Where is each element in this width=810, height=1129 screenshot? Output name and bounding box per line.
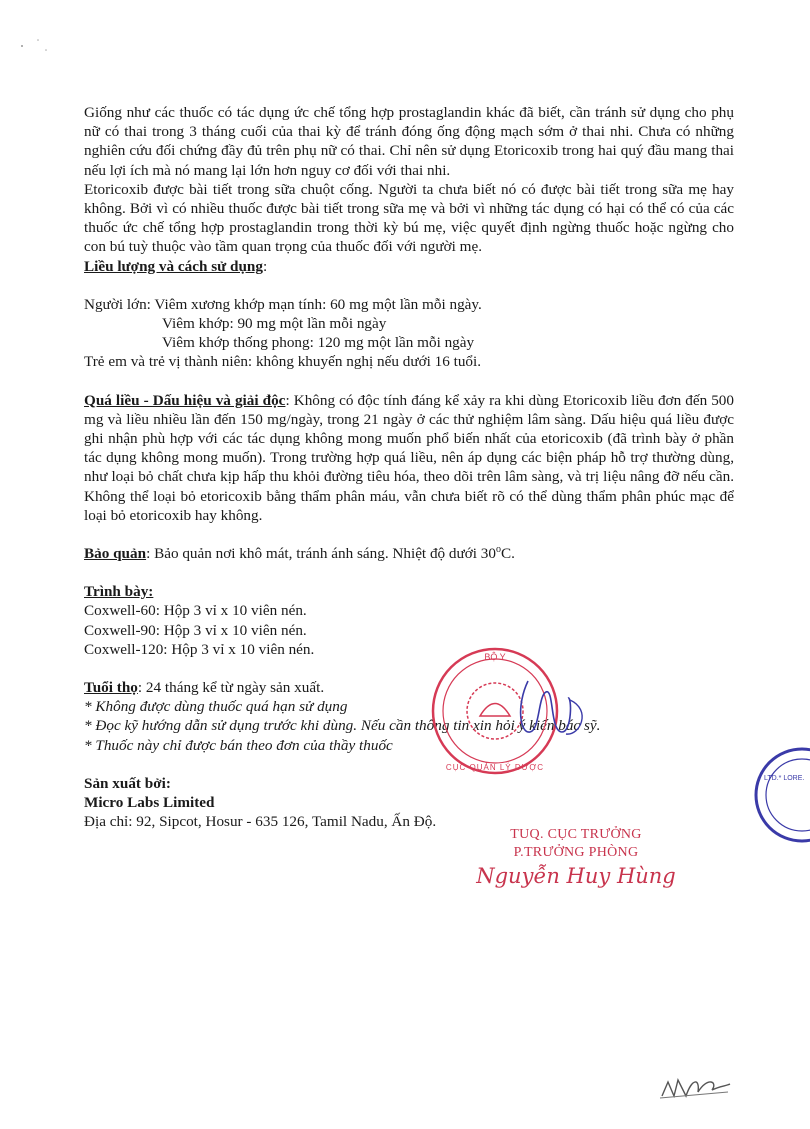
- dosage-heading: Liều lượng và cách sử dụng:: [84, 257, 268, 275]
- approval-signer-name: Nguyễn Huy Hùng: [476, 864, 676, 888]
- pregnancy-paragraph: Giống như các thuốc có tác dụng ức chế tổng hợp prostaglandin khác đã biết, cần tránh sử dụng cho phụ nữ có thai trong 3 tháng cuối của thai kỳ để tránh đóng ống động mạch sớm ở thai nhi. Chưa có những nghiên cứu đối chứng đầy đủ trên phụ nữ có thai. Chỉ nên sử dụng Etoricoxib trong hai quý đầu mang thai nếu lợi ích mà nó mang lại lớn hơn nguy cơ đối với thai nhi.: [84, 104, 734, 179]
- approval-signature-block: [476, 826, 676, 890]
- dosage-adult-line: Người lớn: Viêm xương khớp mạn tính: 60 mg một lần mỗi ngày.: [84, 295, 482, 313]
- presentation-heading: Trình bày:: [84, 583, 154, 601]
- official-seal: [420, 636, 570, 786]
- storage-line: Bảo quản: Bảo quản nơi khô mát, tránh ánh sáng. Nhiệt độ dưới 30$^o$C.: [84, 544, 515, 563]
- seal-top-text: BỘ Y: [484, 652, 506, 662]
- dosage-gout-line: Viêm khớp thống phong: 120 mg một lần mỗi ngày: [162, 334, 475, 352]
- lactation-paragraph: Etoricoxib được bài tiết trong sữa chuột cống. Người ta chưa biết nó có được bài tiết trong sữa mẹ hay không. Bởi vì có nhiều thuốc được bài tiết trong sữa mẹ và bởi vì những tác dụng có hại có thể có của các thuốc ức chế tổng hợp prostaglandin trong thời kỳ bú mẹ, việc quyết định ngừng thuốc hoặc ngừng cho con bú tuỳ thuộc vào tầm quan trọng của thuốc đối với người mẹ.: [84, 180, 734, 256]
- handwritten-page-mark: [656, 1068, 736, 1108]
- shelf-life-line: Tuổi thọ: 24 tháng kể từ ngày sản xuất.: [84, 679, 325, 697]
- presentation-item: Coxwell-60: Hộp 3 vỉ x 10 viên nén.: [84, 602, 307, 620]
- approval-title-1: TUQ. CỤC TRƯỞNG: [510, 827, 642, 842]
- company-stamp-partial: [750, 740, 810, 850]
- manufacturer-address: Địa chỉ: 92, Sipcot, Hosur - 635 126, Tamil Nadu, Ấn Độ.: [84, 813, 437, 831]
- presentation-item: Coxwell-120: Hộp 3 vỉ x 10 viên nén.: [84, 640, 315, 658]
- shelf-life-note: * Đọc kỹ hướng dẫn sử dụng trước khi dùng. Nếu cần thông tin xin hỏi ý kiến bác sỹ.: [84, 717, 601, 735]
- shelf-life-note: * Thuốc này chỉ được bán theo đơn của thầy thuốc: [84, 736, 393, 754]
- document-body: [84, 103, 734, 832]
- manufacturer-heading: Sản xuất bởi:: [84, 774, 171, 792]
- dosage-children-line: Trẻ em và trẻ vị thành niên: không khuyến nghị nếu dưới 16 tuổi.: [84, 353, 482, 371]
- presentation-item: Coxwell-90: Hộp 3 vỉ x 10 viên nén.: [84, 621, 307, 639]
- shelf-life-note: * Không được dùng thuốc quá hạn sử dụng: [84, 698, 348, 716]
- approval-title-2: P.TRƯỞNG PHÒNG: [513, 845, 639, 860]
- seal-bottom-text: CỤC QUẢN LÝ DƯỢC: [445, 763, 545, 772]
- company-stamp-text: LTD.* LORE.: [764, 775, 805, 782]
- manufacturer-name: Micro Labs Limited: [84, 794, 215, 812]
- overdose-paragraph: Quá liều - Dấu hiệu và giải độc: Không có độc tính đáng kể xảy ra khi dùng Etoricoxib liều đơn đến 500 mg và liều nhiều lần đến 150 mg/ngày, trong 21 ngày ở các thử nghiệm lâm sàng. Dấu hiệu quá liều được ghi nhận phù hợp với các tác dụng không mong muốn phổ biến nhất của etoricoxib (đã trình bày ở phần tác dụng không mong muốn). Trong trường hợp quá liều, nên áp dụng các biện pháp hỗ trợ thường dùng, như loại bỏ chất chưa kịp hấp thu khỏi đường tiêu hóa, theo dõi trên lâm sàng, và trị liệu nâng đỡ nếu cần. Không thể loại bỏ etoricoxib bằng thẩm phân máu, vẫn chưa biết rõ có thể dùng thẩm phân phúc mạc để loại bỏ etoricoxib hay không.: [84, 391, 734, 524]
- scan-specks: [16, 34, 66, 64]
- dosage-arthritis-line: Viêm khớp: 90 mg một lần mỗi ngày: [162, 315, 387, 333]
